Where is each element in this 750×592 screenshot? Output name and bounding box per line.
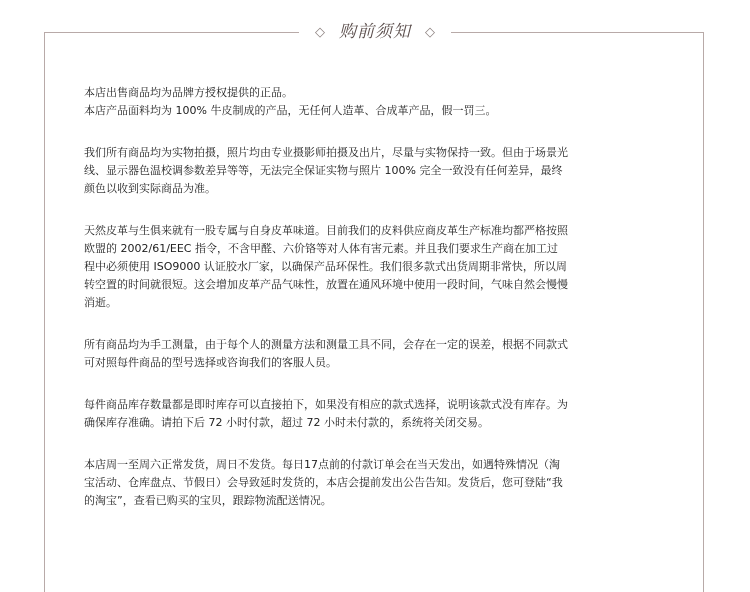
- paragraph-photos: [84, 144, 664, 198]
- paragraph-line: 的淘宝”，查看已购买的宝贝，跟踪物流配送情况。: [84, 494, 332, 507]
- notice-title: 购前须知: [339, 21, 411, 42]
- paragraph-leather-smell: [84, 222, 664, 312]
- paragraph-line: 转空置的时间就很短。这会增加皮革产品气味性，放置在通风环境中使用一段时间，气味自然会慢慢: [84, 278, 568, 291]
- paragraph-line: 本店出售商品均为品牌方授权提供的正品。: [84, 86, 293, 99]
- paragraph-line: 天然皮革与生俱来就有一股专属与自身皮革味道。目前我们的皮料供应商皮革生产标准均都严格按照: [84, 224, 568, 237]
- paragraph-line: 所有商品均为手工测量，由于每个人的测量方法和测量工具不同，会存在一定的误差，根据不同款式: [84, 338, 568, 351]
- notice-content: [84, 84, 664, 510]
- paragraph-line: 欧盟的 2002/61/EEC 指令，不含甲醛、六价铬等对人体有害元素。并且我们要求生产商在加工过: [84, 242, 558, 255]
- paragraph-inventory: [84, 396, 664, 432]
- paragraph-line: 本店产品面料均为 100% 牛皮制成的产品，无任何人造革、合成革产品，假一罚三。: [84, 104, 497, 117]
- paragraph-shipping: [84, 456, 664, 510]
- diamond-ornament-icon: ◇: [425, 24, 435, 40]
- paragraph-line: 颜色以收到实际商品为准。: [84, 182, 216, 195]
- paragraph-line: 可对照每件商品的型号选择或咨询我们的客服人员。: [84, 356, 337, 369]
- paragraph-line: 宝活动、仓库盘点、节假日）会导致延时发货的，本店会提前发出公告告知。发货后，您可登陆“我: [84, 476, 563, 489]
- paragraph-line: 程中必须使用 ISO9000 认证胶水厂家，以确保产品环保性。我们很多款式出货周期非常快，所以周: [84, 260, 567, 273]
- paragraph-authenticity: [84, 84, 664, 120]
- paragraph-line: 线、显示器色温校调参数差异等等，无法完全保证实物与照片 100% 完全一致没有任何差异，最终: [84, 164, 563, 177]
- paragraph-measurement: [84, 336, 664, 372]
- paragraph-line: 本店周一至周六正常发货，周日不发货。每日17点前的付款订单会在当天发出，如遇特殊情况（淘: [84, 458, 560, 471]
- notice-header-label: [299, 18, 451, 46]
- paragraph-line: 我们所有商品均为实物拍摄，照片均由专业摄影师拍摄及出片，尽量与实物保持一致。但由于场景光: [84, 146, 568, 159]
- diamond-ornament-icon: ◇: [315, 24, 325, 40]
- paragraph-line: 每件商品库存数量都是即时库存可以直接拍下，如果没有相应的款式选择，说明该款式没有库存。为: [84, 398, 568, 411]
- paragraph-line: 确保库存准确。请拍下后 72 小时付款，超过 72 小时未付款的，系统将关闭交易。: [84, 416, 489, 429]
- paragraph-line: 消逝。: [84, 296, 117, 309]
- notice-header: [0, 18, 750, 46]
